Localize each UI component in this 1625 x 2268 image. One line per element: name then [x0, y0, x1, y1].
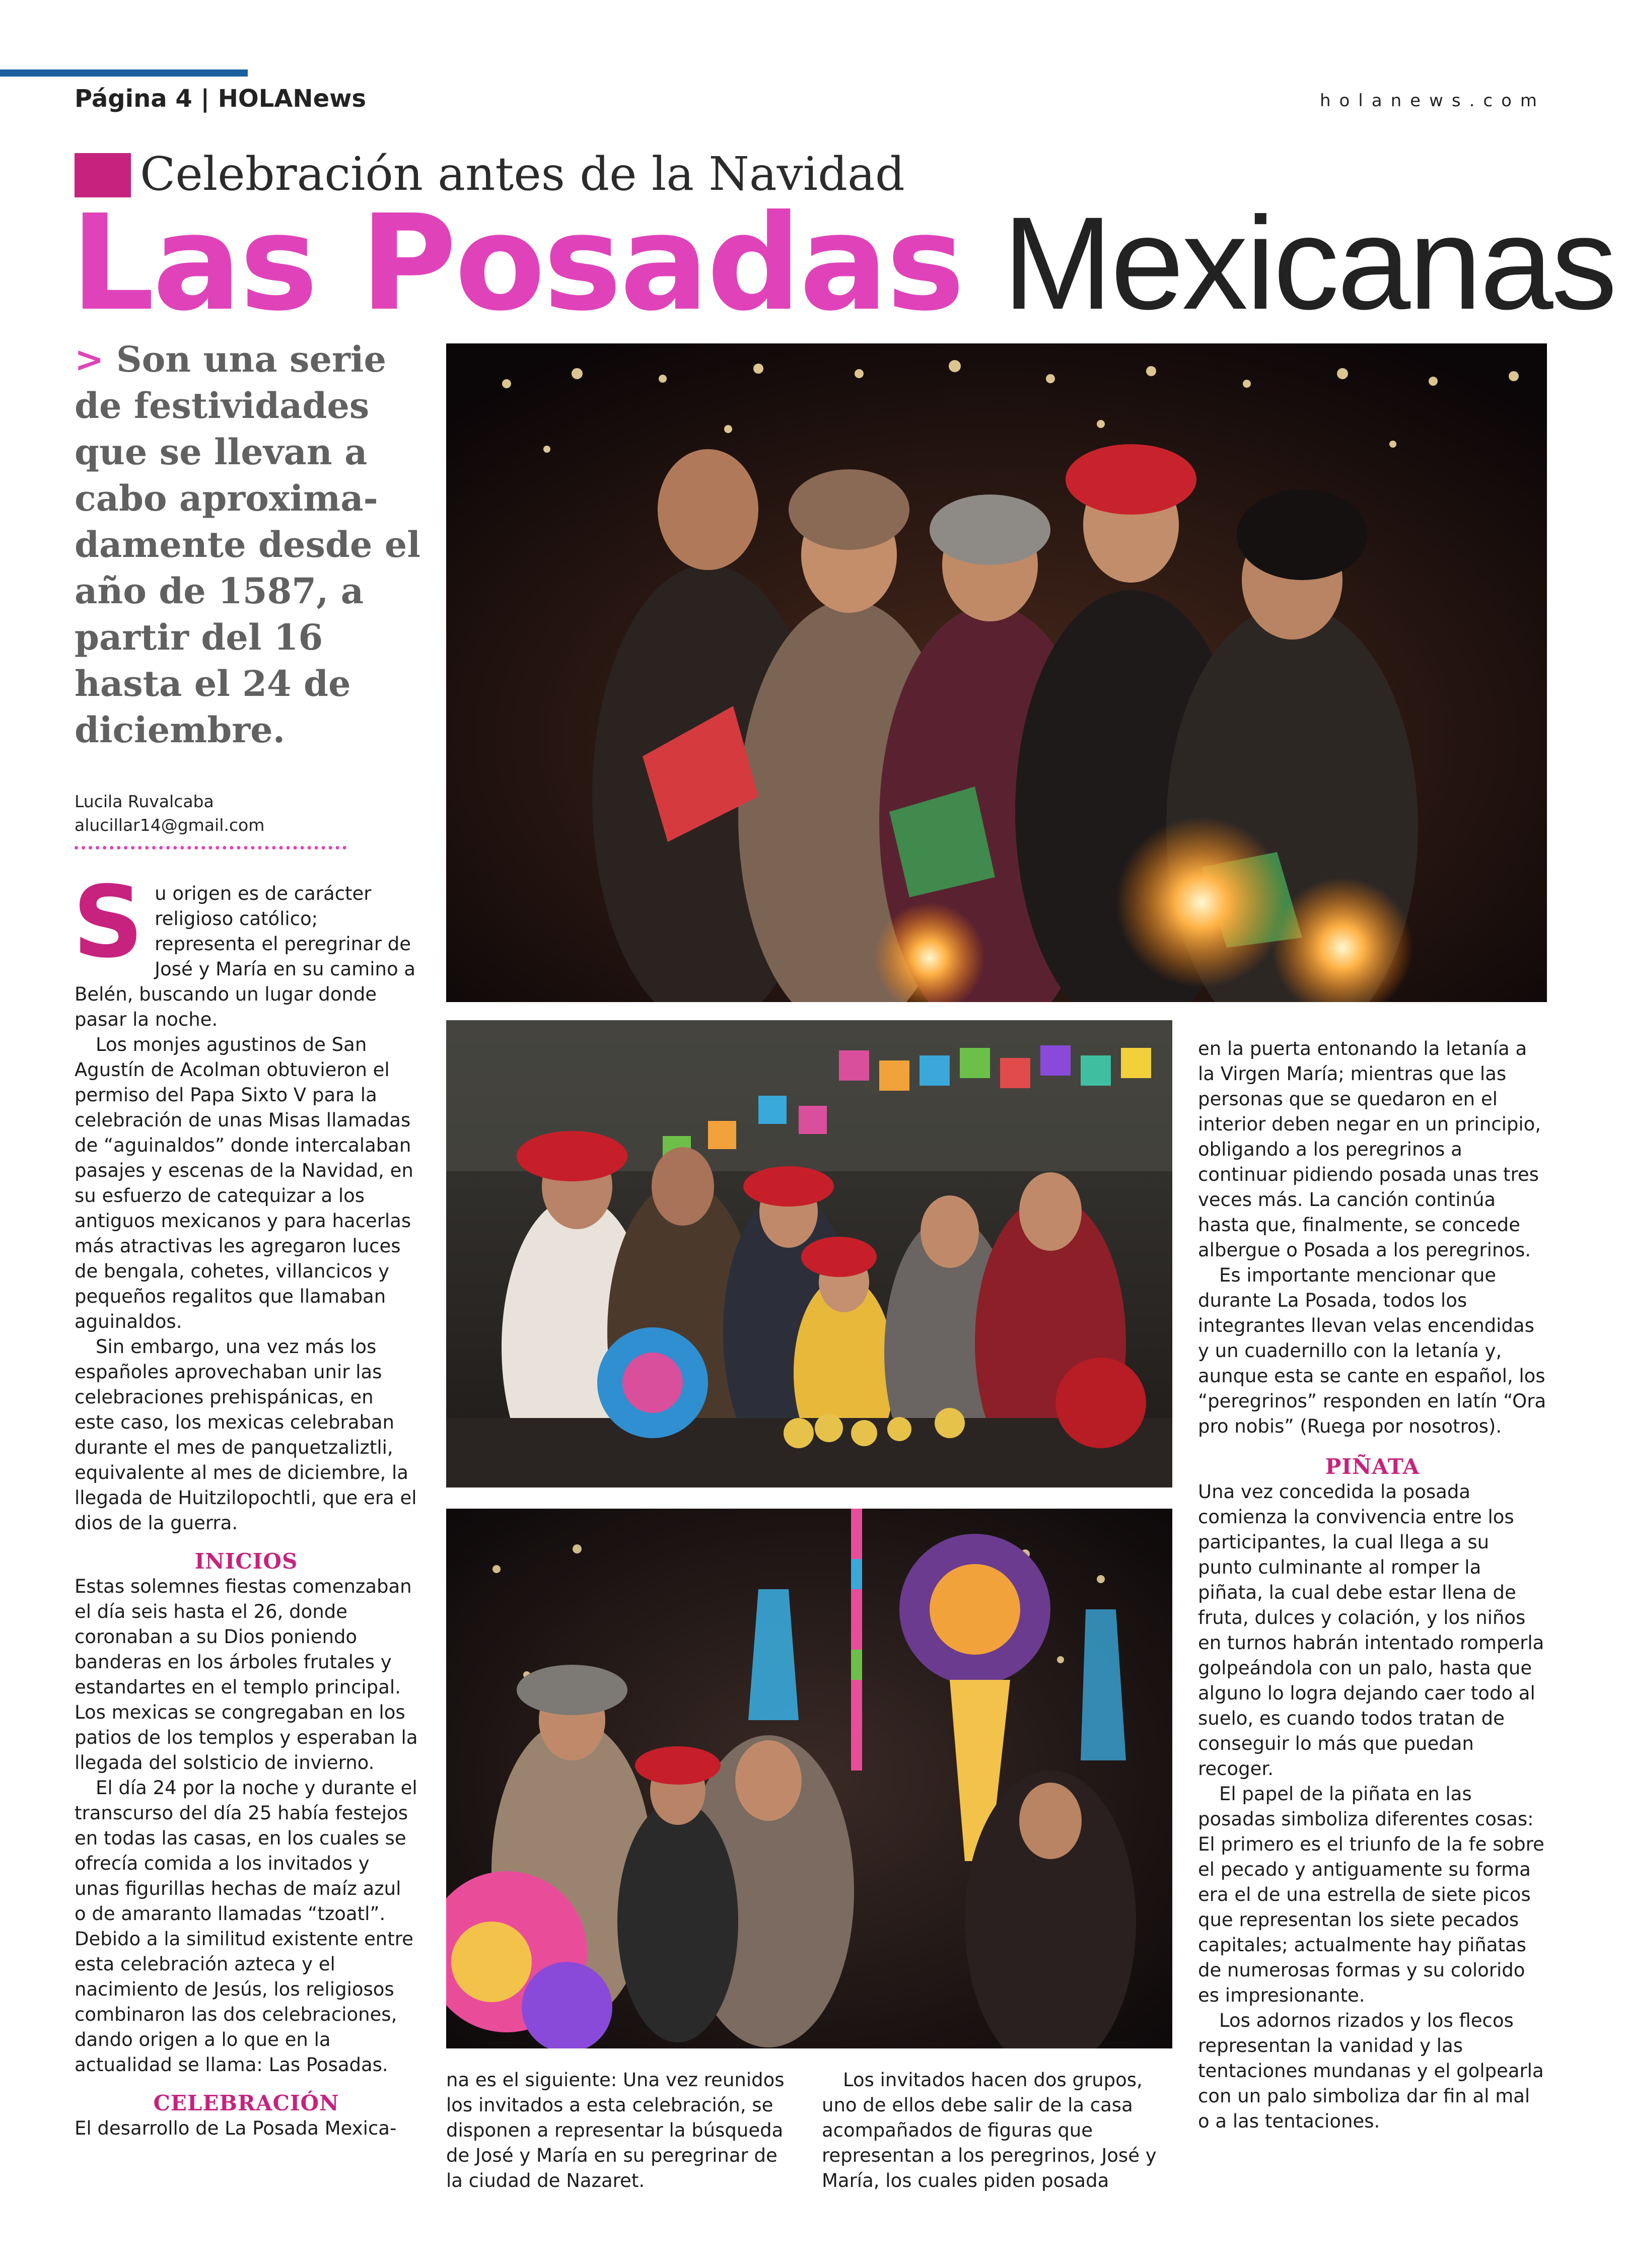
site-url: holanews.com: [1319, 91, 1545, 111]
column-4: [1198, 1036, 1547, 2134]
headline-rest: Mexicanas: [1003, 189, 1615, 337]
headline-accent: Las Posadas: [70, 186, 963, 340]
photo-pinata: [446, 1509, 1172, 2048]
top-accent-bar: [0, 69, 248, 77]
section-heading-celebracion: CELEBRACIÓN: [153, 2091, 339, 2115]
col1-paragraph-6: El desarrollo de La Posada Mexica-: [75, 2117, 397, 2139]
col4-paragraph-2: Es importante mencionar que durante La Posada, todos los integrantes llevan velas encendidas y un cuadernillo con la letanía y, aunque esta se cante en español, los “peregrinos” responden en latín “Ora pro nobis” (Ruega por nosotros).: [1198, 1264, 1546, 1437]
col1-paragraph-4: Estas solemnes fiestas comenzaban el día seis hasta el 26, donde coronaban a su Dios poniendo banderas en los árboles frutales y estandartes en el templo principal. Los mexicas se congregaban en los patios de los templos y esperaban la llegada del solsticio de invierno.: [75, 1576, 418, 1774]
page-label: Página 4 | HOLANews: [75, 85, 367, 113]
column-1: [73, 865, 418, 2141]
section-heading-inicios: INICIOS: [194, 1549, 298, 1574]
col4-paragraph-4: El papel de la piñata en las posadas simboliza diferentes cosas: El primero es el triunfo de la fe sobre el pecado y antiguamente su forma era el de una estrella de siete picos que representan los siete pecados capitales; actualmente hay piñatas de numerosas formas y su colorido es impresionante.: [1198, 1783, 1544, 2006]
section-heading-pinata: PIÑATA: [1325, 1454, 1420, 1479]
deck-marker: >: [75, 338, 104, 380]
headline: [70, 186, 1615, 340]
author-email: alucillar14@gmail.com: [75, 815, 265, 835]
drop-cap: S: [73, 865, 144, 980]
col1-paragraph-5: El día 24 por la noche y durante el transcurso del día 25 había festejos en todas las casas, en los cuales se ofrecía comida a los invitados y unas figurillas hechas de maíz azul o de amaranto llamadas “tzoatl”. Debido a la similitud existente entre esta celebración azteca y el nacimiento de Jesús, los religiosos combinaron las dos celebraciones, dando origen a lo que en la actualidad se llama: Las Posadas.: [75, 1777, 417, 2076]
dotted-divider: [75, 846, 346, 849]
column-3: [822, 2068, 1170, 2193]
column-2: [446, 2068, 795, 2193]
col1-paragraph-2: Los monjes agustinos de San Agustín de Acolman obtuvieron el permiso del Papa Sixto V para la celebración de unas Misas llamadas de “aguinaldos” donde intercalaban pasajes y escenas de la Navidad, en su esfuerzo de catequizar a los antiguos mexicanos y para hacerlas más atractivas les agregaron luces de bengala, cohetes, villancicos y pequeños regalitos que llamaban aguinaldos.: [75, 1034, 413, 1332]
col4-paragraph-1: en la puerta entonando la letanía a la Virgen María; mientras que las personas que se quedaron en el interior deben negar en un principio, obligando a los peregrinos a continuar pidiendo posada unas tres veces más. La canción continúa hasta que, finalmente, se concede albergue o Posada a los peregrinos.: [1198, 1038, 1541, 1261]
col4-paragraph-3: Una vez concedida la posada comienza la convivencia entre los participantes, la cual llega a su punto culminante al romper la piñata, la cual debe estar llena de fruta, dulces y colación, y los niños en turnos habrán intentado romperla golpeándola con un palo, hasta que alguno lo logra dejando caer todo al suelo, es cuando todos tratan de conseguir lo más que puedan recoger.: [1198, 1481, 1544, 1780]
kicker: Celebración antes de la Navidad: [140, 147, 905, 201]
col3-paragraph-1: Los invitados hacen dos grupos, uno de ellos debe salir de la casa acompañados de figuras que representan a los peregrinos, José y María, los cuales piden posada: [822, 2069, 1157, 2191]
author-name: Lucila Ruvalcaba: [75, 792, 214, 811]
col4-paragraph-5: Los adornos rizados y los flecos representan la vanidad y las tentaciones mundanas y el golpearla con un palo simboliza dar fin al mal o a las tentaciones.: [1198, 2010, 1544, 2132]
col1-paragraph-3: Sin embargo, una vez más los españoles aprovechaban unir las celebraciones prehispánicas, en este caso, los mexicas celebraban durante el mes de panquetzaliztli, equivalente al mes de diciembre, la llegada de Huitzilopochtli, que era el dios de la guerra.: [75, 1336, 417, 1534]
photo-family-posada: [446, 1020, 1172, 1487]
photo-carolers: [446, 343, 1547, 1002]
byline: [75, 790, 264, 837]
deck: [75, 336, 427, 753]
deck-text: Son una serie de festividades que se llevan a cabo aproxima-damente desde el año de 1587, a partir del 16 hasta el 24 de diciembre.: [75, 338, 420, 751]
col2-paragraph-1: na es el siguiente: Una vez reunidos los invitados a esta celebración, se disponen a representar la búsqueda de José y María en su peregrinar de la ciudad de Nazaret.: [446, 2069, 785, 2191]
col1-paragraph-1: u origen es de carácter religioso católico; representa el peregrinar de José y María en su camino a Belén, buscando un lugar donde pasar la noche.: [75, 883, 416, 1030]
